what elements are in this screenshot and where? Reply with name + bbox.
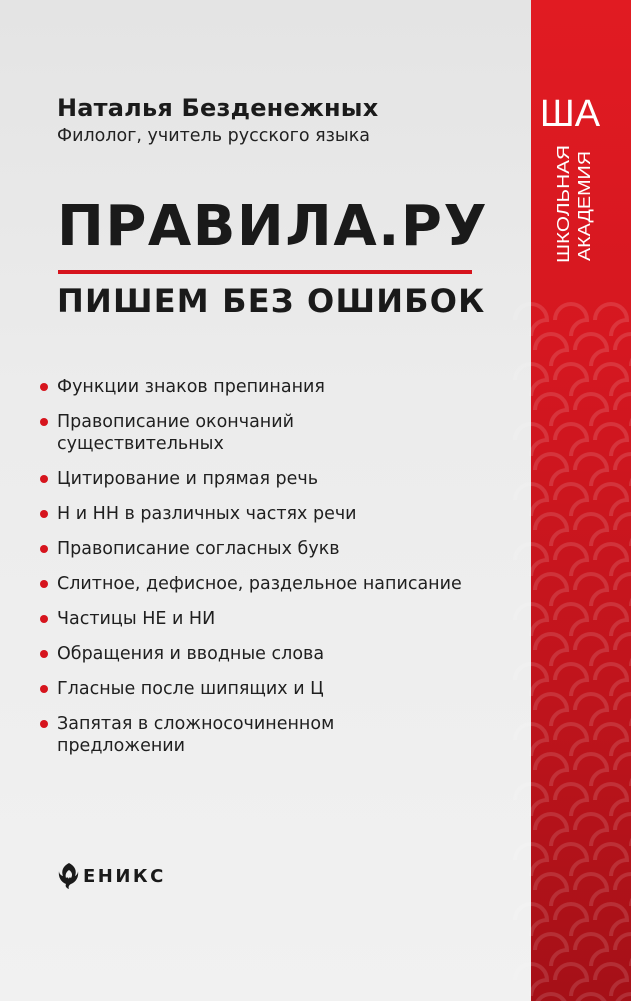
swirl-ornament	[615, 994, 631, 1001]
title-divider	[58, 270, 472, 274]
topic-label: Слитное, дефисное, раздельное написание	[57, 574, 462, 594]
swirl-ornament	[595, 604, 627, 636]
topic-label: Обращения и вводные слова	[57, 644, 325, 664]
swirl-ornament	[595, 844, 627, 876]
series-line-2: АКАДЕМИЯ	[574, 163, 594, 261]
swirl-ornament	[535, 874, 567, 906]
swirl-ornament	[575, 334, 607, 366]
swirl-ornament	[515, 844, 547, 876]
topic-label: Правописание окончаний существительных	[57, 412, 294, 454]
swirl-ornament	[535, 514, 567, 546]
swirl-ornament	[595, 544, 627, 576]
topic-label: Частицы НЕ и НИ	[57, 609, 216, 629]
topic-item	[38, 678, 518, 700]
series-title	[547, 143, 599, 263]
swirl-ornament	[535, 694, 567, 726]
book-title: ПРАВИЛА.РУ	[57, 194, 489, 259]
swirl-ornament	[595, 964, 627, 996]
swirl-ornament	[575, 754, 607, 786]
topic-item	[38, 643, 518, 665]
bullet-icon	[40, 615, 48, 623]
topic-item	[38, 468, 518, 490]
swirl-ornament	[595, 424, 627, 456]
swirl-ornament	[515, 724, 547, 756]
topic-item	[38, 376, 518, 398]
swirl-ornament	[575, 454, 607, 486]
swirl-ornament	[575, 694, 607, 726]
swirl-ornament	[555, 484, 587, 516]
swirl-ornament	[535, 574, 567, 606]
swirl-ornament	[535, 454, 567, 486]
topic-item	[38, 713, 377, 757]
publisher-logo	[58, 862, 166, 890]
swirl-ornament	[615, 934, 631, 966]
topic-label: Цитирование и прямая речь	[57, 469, 319, 489]
swirl-ornament	[595, 784, 627, 816]
topic-label: Функции знаков препинания	[57, 377, 325, 397]
topic-label: Правописание согласных букв	[57, 539, 340, 559]
swirl-ornament	[555, 424, 587, 456]
swirl-ornament	[515, 604, 547, 636]
swirl-ornament	[515, 424, 547, 456]
swirl-ornament	[595, 304, 627, 336]
swirl-ornament	[575, 634, 607, 666]
bullet-icon	[40, 475, 48, 483]
topic-item	[38, 573, 518, 595]
topic-item	[38, 503, 518, 525]
book-subtitle: ПИШЕМ БЕЗ ОШИБОК	[57, 282, 486, 320]
swirl-ornament	[575, 574, 607, 606]
swirl-ornament	[595, 664, 627, 696]
bullet-icon	[40, 720, 48, 728]
topic-label: Гласные после шипящих и Ц	[57, 679, 324, 699]
bullet-icon	[40, 383, 48, 391]
swirl-ornament	[615, 334, 631, 366]
bullet-icon	[40, 418, 48, 426]
series-logo-letters: ША	[539, 93, 601, 135]
swirl-ornament	[515, 364, 547, 396]
swirl-ornament	[535, 634, 567, 666]
swirl-ornament	[515, 544, 547, 576]
topic-label: Запятая в сложносочиненном предложении	[57, 714, 335, 756]
swirl-ornament	[555, 664, 587, 696]
topic-item	[38, 608, 518, 630]
swirl-ornament	[555, 904, 587, 936]
swirl-ornament	[555, 724, 587, 756]
swirl-ornament	[535, 754, 567, 786]
swirl-ornament	[615, 394, 631, 426]
bullet-icon	[40, 545, 48, 553]
bullet-icon	[40, 510, 48, 518]
series-line-1: ШКОЛЬНАЯ	[553, 163, 573, 263]
swirl-ornament	[575, 934, 607, 966]
swirl-ornament	[535, 994, 567, 1001]
topic-label: Н и НН в различных частях речи	[57, 504, 357, 524]
swirl-ornament	[535, 814, 567, 846]
swirl-ornament	[515, 304, 547, 336]
swirl-ornament	[575, 394, 607, 426]
phoenix-logo-icon	[58, 862, 80, 890]
swirl-ornament	[575, 814, 607, 846]
swirl-ornament	[575, 514, 607, 546]
swirl-ornament	[555, 364, 587, 396]
topic-list	[38, 376, 518, 770]
swirl-ornament	[575, 994, 607, 1001]
swirl-ornament	[515, 664, 547, 696]
swirl-ornament	[535, 934, 567, 966]
swirl-ornament	[595, 724, 627, 756]
topic-item	[38, 411, 357, 455]
swirl-ornament	[615, 634, 631, 666]
swirl-ornament	[615, 574, 631, 606]
swirl-ornament	[595, 904, 627, 936]
bullet-icon	[40, 650, 48, 658]
bullet-icon	[40, 685, 48, 693]
swirl-ornament	[535, 394, 567, 426]
swirl-ornament	[515, 964, 547, 996]
swirl-ornament	[515, 904, 547, 936]
series-logo-icon	[539, 92, 601, 135]
swirl-ornament	[555, 304, 587, 336]
swirl-ornament	[615, 754, 631, 786]
swirl-ornament	[615, 454, 631, 486]
swirl-ornament	[555, 784, 587, 816]
publisher-name: ЕНИКС	[83, 865, 166, 887]
swirl-ornament	[555, 964, 587, 996]
swirl-ornament	[555, 604, 587, 636]
swirl-ornament	[615, 874, 631, 906]
author-name: Наталья Безденежных	[57, 94, 379, 122]
swirl-ornament	[555, 844, 587, 876]
author-role: Филолог, учитель русского языка	[57, 126, 371, 146]
swirl-ornament	[615, 694, 631, 726]
swirl-ornament	[575, 874, 607, 906]
swirl-ornament	[595, 484, 627, 516]
swirl-ornament	[615, 814, 631, 846]
bullet-icon	[40, 580, 48, 588]
topic-item	[38, 538, 518, 560]
swirl-ornament	[515, 784, 547, 816]
swirl-ornament	[615, 514, 631, 546]
swirl-ornament	[555, 544, 587, 576]
swirl-ornament	[535, 334, 567, 366]
swirl-ornament	[515, 484, 547, 516]
swirl-ornament	[595, 364, 627, 396]
